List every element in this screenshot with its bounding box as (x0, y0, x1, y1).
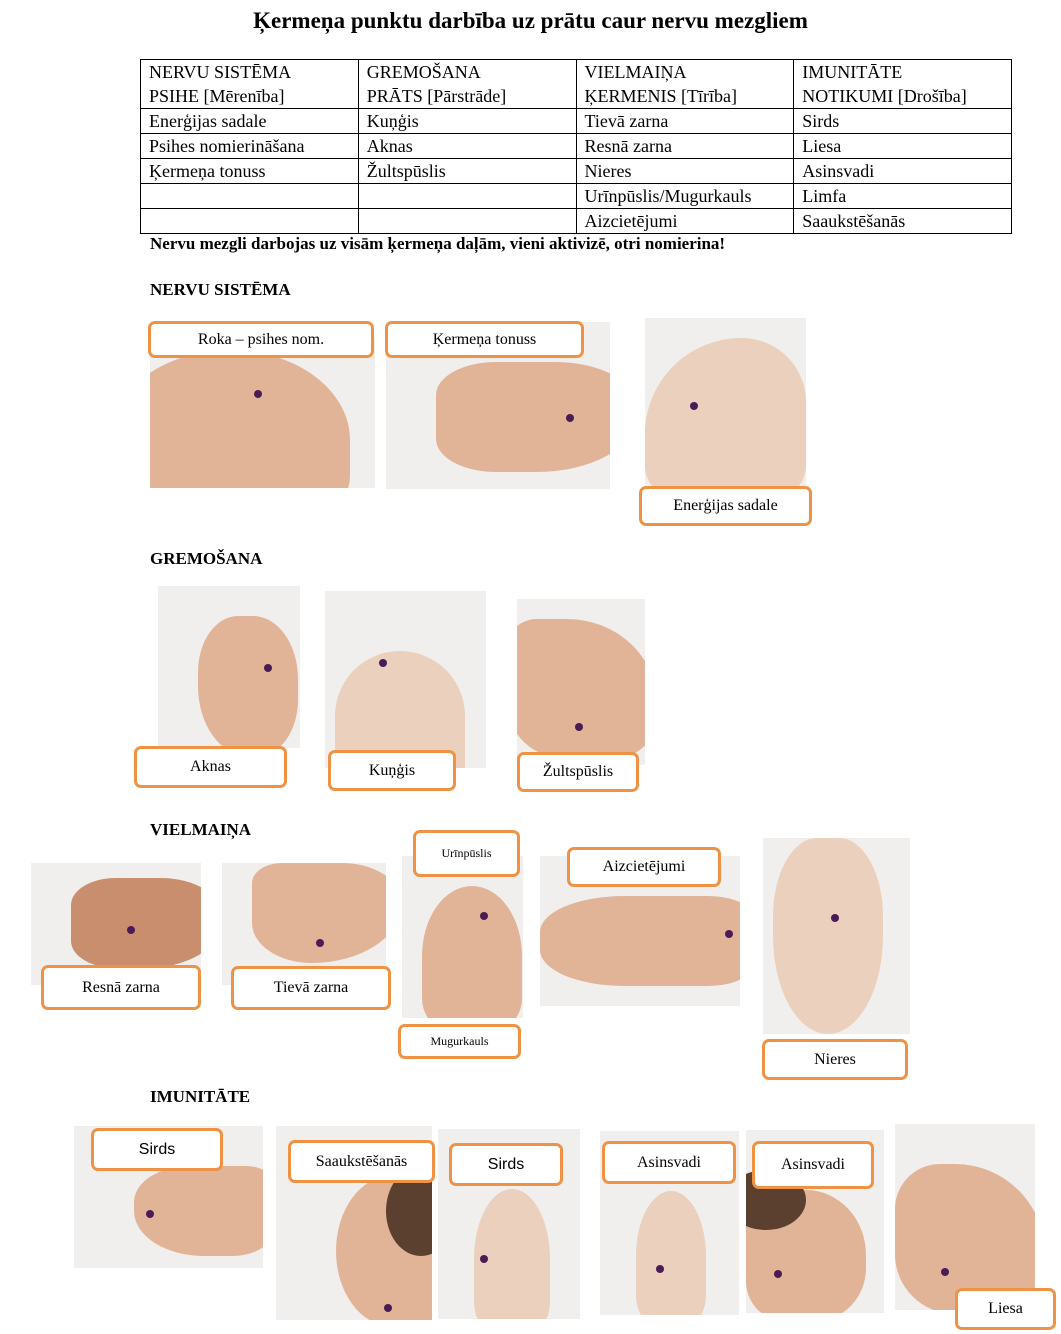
label-energija: Enerģijas sadale (639, 486, 812, 526)
photo-foot-aknas (158, 586, 300, 748)
section-heading-nervu: NERVU SISTĒMA (150, 280, 291, 299)
label-tieva: Tievā zarna (231, 966, 391, 1010)
table-cell: Saaukstēšanās (794, 209, 1012, 234)
label-asinsvadi-2: Asinsvadi (752, 1141, 874, 1189)
table-cell (358, 184, 576, 209)
table-row (141, 159, 1012, 184)
table-cell: Aizcietējumi (576, 209, 794, 234)
table-cell: Resnā zarna (576, 134, 794, 159)
table-cell: Psihes nomierināšana (141, 134, 359, 159)
section-heading-imunitate: IMUNITĀTE (150, 1087, 251, 1106)
label-asinsvadi-1: Asinsvadi (602, 1141, 736, 1184)
label-sirds-1: Sirds (91, 1128, 223, 1171)
note-text: Nervu mezgli darbojas uz visām ķermeņa daļām, vieni aktivizē, otri nomierina! (150, 234, 726, 253)
table-header-cell: GREMOŠANA PRĀTS [Pārstrāde] (358, 60, 576, 109)
label-resna: Resnā zarna (41, 965, 201, 1010)
table-cell: Nieres (576, 159, 794, 184)
table-row (141, 184, 1012, 209)
label-mugurkauls: Mugurkauls (398, 1024, 521, 1059)
table-header-cell: IMUNITĀTE NOTIKUMI [Drošība] (794, 60, 1012, 109)
label-tonuss: Ķermeņa tonuss (385, 321, 584, 358)
table-cell (141, 184, 359, 209)
table-cell: Tievā zarna (576, 109, 794, 134)
table-cell: Enerģijas sadale (141, 109, 359, 134)
table-cell: Liesa (794, 134, 1012, 159)
table-header-cell: VIELMAIŅA ĶERMENIS [Tīrība] (576, 60, 794, 109)
table-cell (141, 209, 359, 234)
label-aknas: Aknas (134, 746, 287, 788)
section-heading-gremosana: GREMOŠANA (150, 549, 263, 568)
table-cell (358, 209, 576, 234)
photo-leg-zultspuslis (517, 599, 645, 765)
table-cell: Kuņģis (358, 109, 576, 134)
label-aizcietejumi: Aizcietējumi (567, 847, 721, 887)
label-zultspuslis: Žultspūslis (517, 752, 639, 792)
table-cell: Limfa (794, 184, 1012, 209)
table-cell: Sirds (794, 109, 1012, 134)
points-table (140, 59, 1012, 234)
table-row (141, 134, 1012, 159)
table-row (141, 209, 1012, 234)
photo-sole-nieres (763, 838, 910, 1034)
section-heading-vielmaina: VIELMAIŅA (150, 820, 252, 839)
table-cell: Ķermeņa tonuss (141, 159, 359, 184)
table-cell: Žultspūslis (358, 159, 576, 184)
label-roka: Roka – psihes nom. (148, 321, 374, 358)
photo-ankle-liesa (895, 1124, 1035, 1310)
photo-shoulder (645, 318, 806, 493)
label-kungis: Kuņģis (328, 750, 456, 791)
table-row (141, 109, 1012, 134)
table-header-cell: NERVU SISTĒMA PSIHE [Mērenība] (141, 60, 359, 109)
photo-foot-kungis (325, 591, 486, 768)
label-sirds-2: Sirds (449, 1143, 563, 1186)
label-urinpuslis: Urīnpūslis (413, 830, 520, 877)
table-cell: Asinsvadi (794, 159, 1012, 184)
table-header-row (141, 60, 1012, 109)
label-nieres: Nieres (762, 1039, 908, 1080)
page-title: Ķermeņa punktu darbība uz prātu caur nervu mezgliem (253, 8, 808, 33)
label-liesa: Liesa (955, 1288, 1056, 1330)
photo-knee (150, 340, 375, 488)
table-cell: Urīnpūslis/Mugurkauls (576, 184, 794, 209)
label-saaukstesanas: Saaukstēšanās (288, 1140, 435, 1183)
table-cell: Aknas (358, 134, 576, 159)
photo-foot-urinpuslis (402, 856, 523, 1018)
